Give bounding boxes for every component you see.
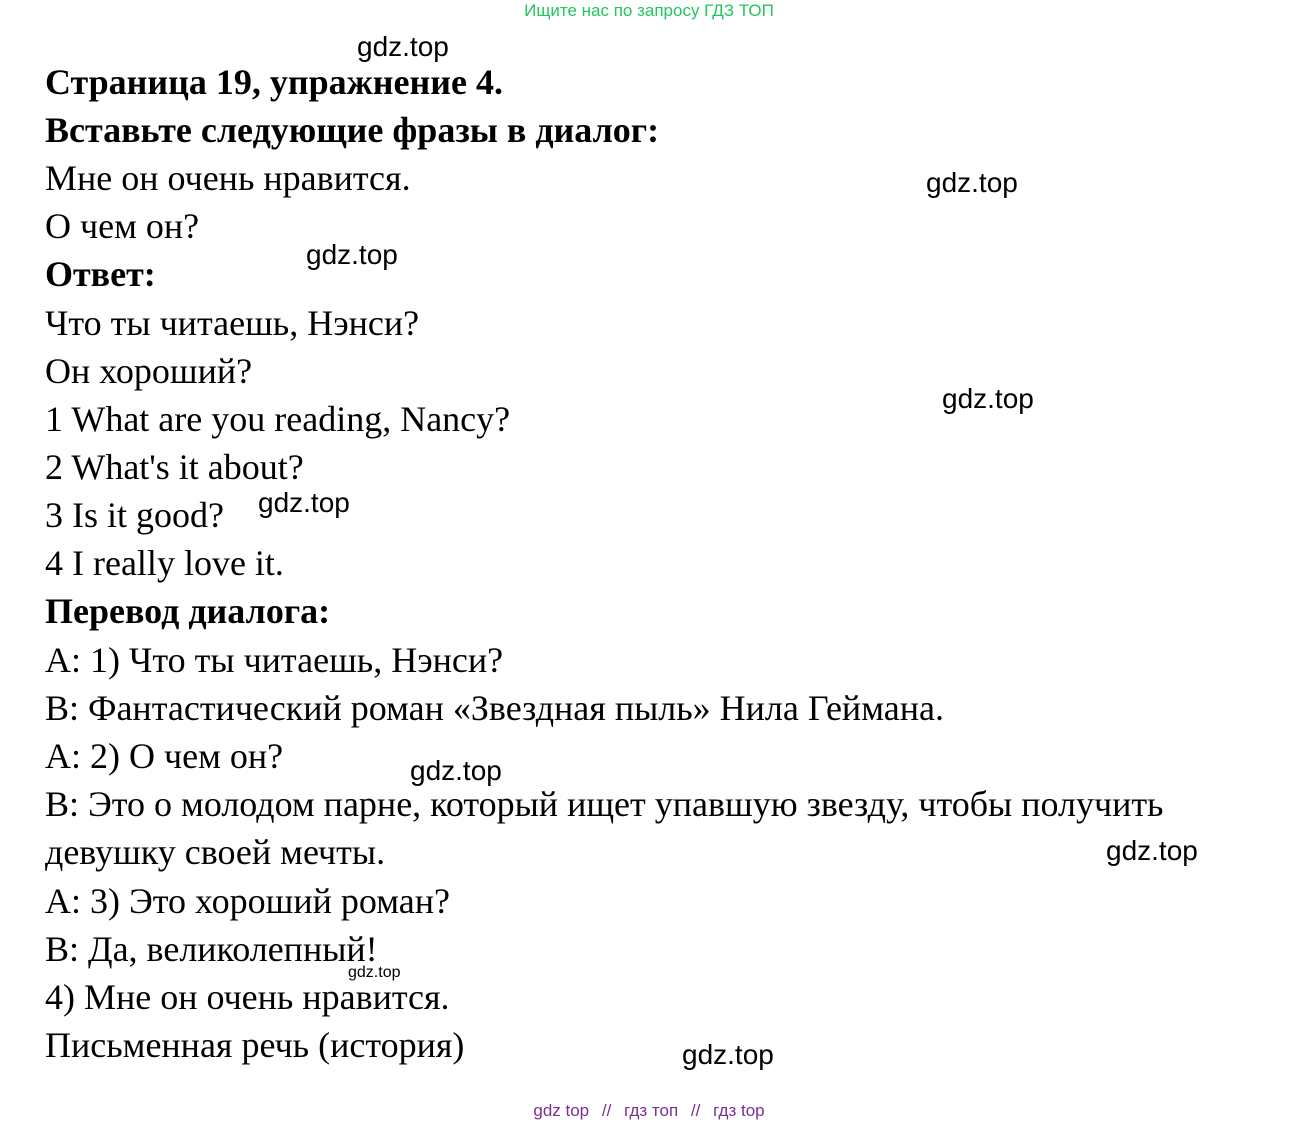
translation-line: В: Да, великолепный! (45, 929, 378, 969)
phrase: О чем он? (45, 206, 200, 246)
watermark: gdz.top (682, 1039, 774, 1070)
translation-line: В: Это о молодом парне, который ищет упавшую звезду, чтобы получить (45, 784, 1164, 824)
footer-link[interactable]: гдз топ (624, 1101, 679, 1120)
footer-link[interactable]: гдз top (713, 1101, 765, 1120)
phrase: Мне он очень нравится. (45, 158, 411, 198)
answer-line: 4 I really love it. (45, 543, 284, 583)
translation-label: Перевод диалога: (45, 591, 331, 631)
instruction: Вставьте следующие фразы в диалог: (45, 110, 660, 150)
translation-line: А: 2) О чем он? (45, 736, 284, 776)
watermark: gdz.top (942, 383, 1034, 414)
search-banner: Ищите нас по запросу ГДЗ ТОП (524, 1, 774, 20)
translation-line: В: Фантастический роман «Звездная пыль» Нила Геймана. (45, 688, 944, 728)
footer-separator: // (690, 1101, 701, 1120)
watermark: gdz.top (357, 31, 449, 62)
translation-line: девушку своей мечты. (45, 832, 386, 872)
footer-separator: // (601, 1101, 612, 1120)
watermark: gdz.top (926, 167, 1018, 198)
translation-line: 4) Мне он очень нравится. (45, 977, 450, 1017)
watermark: gdz.top (1106, 835, 1198, 866)
footer-link[interactable]: gdz top (533, 1101, 590, 1120)
footer (0, 1100, 1298, 1122)
answer-line: 2 What's it about? (45, 447, 304, 487)
answer-line: Что ты читаешь, Нэнси? (45, 303, 420, 343)
answer-line: 3 Is it good? (45, 495, 224, 535)
translation-line: А: 1) Что ты читаешь, Нэнси? (45, 640, 504, 680)
section-heading: Письменная речь (история) (45, 1025, 465, 1065)
answer-line: Он хороший? (45, 351, 253, 391)
answer-label: Ответ: (45, 254, 156, 294)
watermark: gdz.top (410, 755, 502, 786)
translation-line: А: 3) Это хороший роман? (45, 881, 450, 921)
watermark: gdz.top (348, 964, 401, 981)
watermark: gdz.top (306, 239, 398, 270)
watermark: gdz.top (258, 487, 350, 518)
answer-line: 1 What are you reading, Nancy? (45, 399, 511, 439)
page-title: Страница 19, упражнение 4. (45, 62, 503, 102)
